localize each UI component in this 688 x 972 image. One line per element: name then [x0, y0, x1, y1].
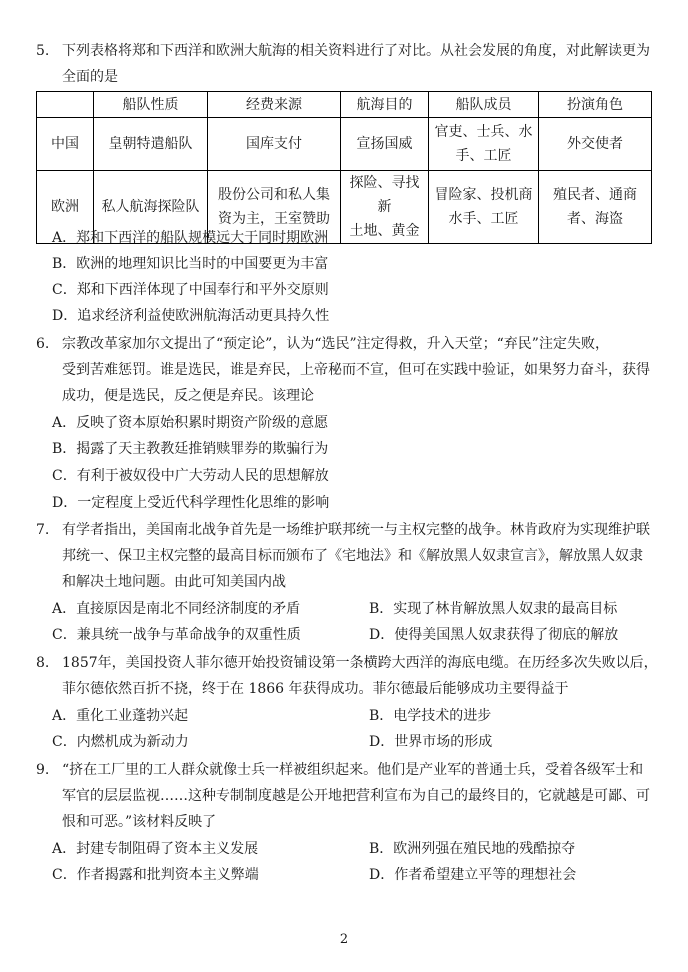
table-row	[37, 118, 652, 171]
table-cell	[539, 118, 652, 171]
question-stem-line: 下列表格将郑和下西洋和欧洲大航海的相关资料进行了对比。从社会发展的角度，对此解读更为	[62, 43, 650, 59]
option-c: C．内燃机成为新动力	[52, 734, 189, 750]
cell-line: 股份公司和私人集	[218, 187, 330, 203]
option-b: B．电学技术的进步	[369, 708, 492, 724]
question-stem-line: 菲尔德依然百折不挠，终于在 1866 年获得成功。菲尔德最后能够成功主要得益于	[62, 681, 569, 697]
cell-line: 探险、寻找新	[349, 175, 420, 215]
option-a: A．直接原因是南北不同经济制度的矛盾	[52, 601, 301, 617]
question-number: 5.	[36, 43, 50, 59]
cell-line: 者、海盗	[567, 211, 623, 227]
option-b: B．揭露了天主教教廷推销赎罪券的欺骗行为	[52, 441, 329, 457]
table-header-cell: 航海目的	[341, 92, 429, 118]
cell-line: 资为主，王室赞助	[218, 211, 330, 227]
question-8	[36, 650, 656, 702]
option-a: A．重化工业蓬勃兴起	[52, 708, 189, 724]
question-stem-line: 军官的层层监视……这种专制制度越是公开地把营利宣布为自己的最终目的，它就越是可鄙、可	[62, 788, 650, 804]
question-9	[36, 757, 656, 835]
question-stem-line: 成功，便是选民，反之便是弃民。该理论	[62, 388, 314, 404]
question-stem-line: 宗教改革家加尔文提出了“预定论”，认为“选民”注定得救，升入天堂；“弃民”注定失败，	[62, 336, 609, 352]
cell-line: 皇朝特遣船队	[108, 136, 193, 152]
question-5	[36, 38, 656, 90]
question-stem-line: 全面的是	[62, 69, 118, 85]
question-stem-line: 和解决土地问题。由此可知美国内战	[62, 574, 286, 590]
option-c: C．郑和下西洋体现了中国奉行和平外交原则	[52, 282, 329, 298]
cell-line: 外交使者	[567, 136, 623, 152]
question-stem-line: 有学者指出，美国南北战争首先是一场维护联邦统一与主权完整的战争。林肯政府为实现维护联	[62, 522, 650, 538]
cell-line: 手、工匠	[455, 148, 512, 164]
table-header-cell: 经费来源	[208, 92, 341, 118]
option-d: D．追求经济利益使欧洲航海活动更具持久性	[52, 308, 330, 324]
table-cell	[208, 118, 341, 171]
option-d: D．作者希望建立平等的理想社会	[369, 867, 577, 883]
table-cell	[94, 118, 208, 171]
table-cell	[429, 118, 539, 171]
question-stem-line: 邦统一、保卫主权完整的最高目标而颁布了《宅地法》和《解放黑人奴隶宣言》，解放黑人奴隶	[62, 548, 643, 564]
cell-line: 官吏、士兵、水	[434, 124, 533, 140]
question-number: 7.	[36, 522, 50, 538]
question-stem-line: 1857年，美国投资人菲尔德开始投资铺设第一条横跨大西洋的海底电缆。在历经多次失败以后，	[62, 655, 658, 671]
option-b: B．欧洲列强在殖民地的残酷掠夺	[369, 841, 576, 857]
comparison-table	[36, 91, 652, 244]
option-a: A．封建专制阻碍了资本主义发展	[52, 841, 259, 857]
question-number: 9.	[36, 762, 50, 778]
question-stem-line: 恨和可恶。”该材料反映了	[62, 814, 217, 830]
table-header-row	[37, 92, 652, 118]
table-header-cell	[37, 92, 94, 118]
cell-line: 宣扬国威	[356, 136, 413, 152]
table-row-label: 欧洲	[37, 171, 94, 244]
page-number: 2	[339, 932, 349, 947]
table-cell	[341, 171, 429, 244]
cell-line: 水手、工匠	[448, 211, 519, 227]
table-header-cell: 扮演角色	[539, 92, 652, 118]
cell-line: 国库支付	[246, 136, 302, 152]
option-c: C．兼具统一战争与革命战争的双重性质	[52, 627, 301, 643]
cell-line: 土地、黄金	[349, 223, 420, 239]
table-row-label: 中国	[37, 118, 94, 171]
table-cell	[429, 171, 539, 244]
option-d: D．世界市场的形成	[369, 734, 493, 750]
option-b: B．实现了林肯解放黑人奴隶的最高目标	[369, 601, 618, 617]
option-c: C．作者揭露和批判资本主义弊端	[52, 867, 259, 883]
table-header-cell: 船队成员	[429, 92, 539, 118]
question-6	[36, 331, 656, 409]
option-c: C．有利于被奴役中广大劳动人民的思想解放	[52, 468, 329, 484]
cell-line: 私人航海探险队	[101, 199, 200, 215]
question-number: 8.	[36, 655, 50, 671]
option-b: B．欧洲的地理知识比当时的中国要更为丰富	[52, 256, 329, 272]
table-cell	[539, 171, 652, 244]
question-stem-line: 受到苦难惩罚。谁是选民，谁是弃民，上帝秘而不宣，但可在实践中验证，如果努力奋斗，获得	[62, 362, 650, 378]
question-number: 6.	[36, 336, 50, 352]
option-a: A．郑和下西洋的船队规模远大于同时期欧洲	[52, 230, 329, 246]
option-d: D．一定程度上受近代科学理性化思维的影响	[52, 495, 330, 511]
option-a: A．反映了资本原始积累时期资产阶级的意愿	[52, 415, 329, 431]
cell-line: 冒险家、投机商	[434, 187, 533, 203]
table-cell	[341, 118, 429, 171]
table-header-cell: 船队性质	[94, 92, 208, 118]
option-d: D．使得美国黑人奴隶获得了彻底的解放	[369, 627, 619, 643]
question-7	[36, 517, 656, 595]
cell-line: 殖民者、通商	[553, 187, 637, 203]
question-stem-line: “挤在工厂里的工人群众就像士兵一样被组织起来。他们是产业军的普通士兵，受着各级军士和	[62, 762, 644, 778]
